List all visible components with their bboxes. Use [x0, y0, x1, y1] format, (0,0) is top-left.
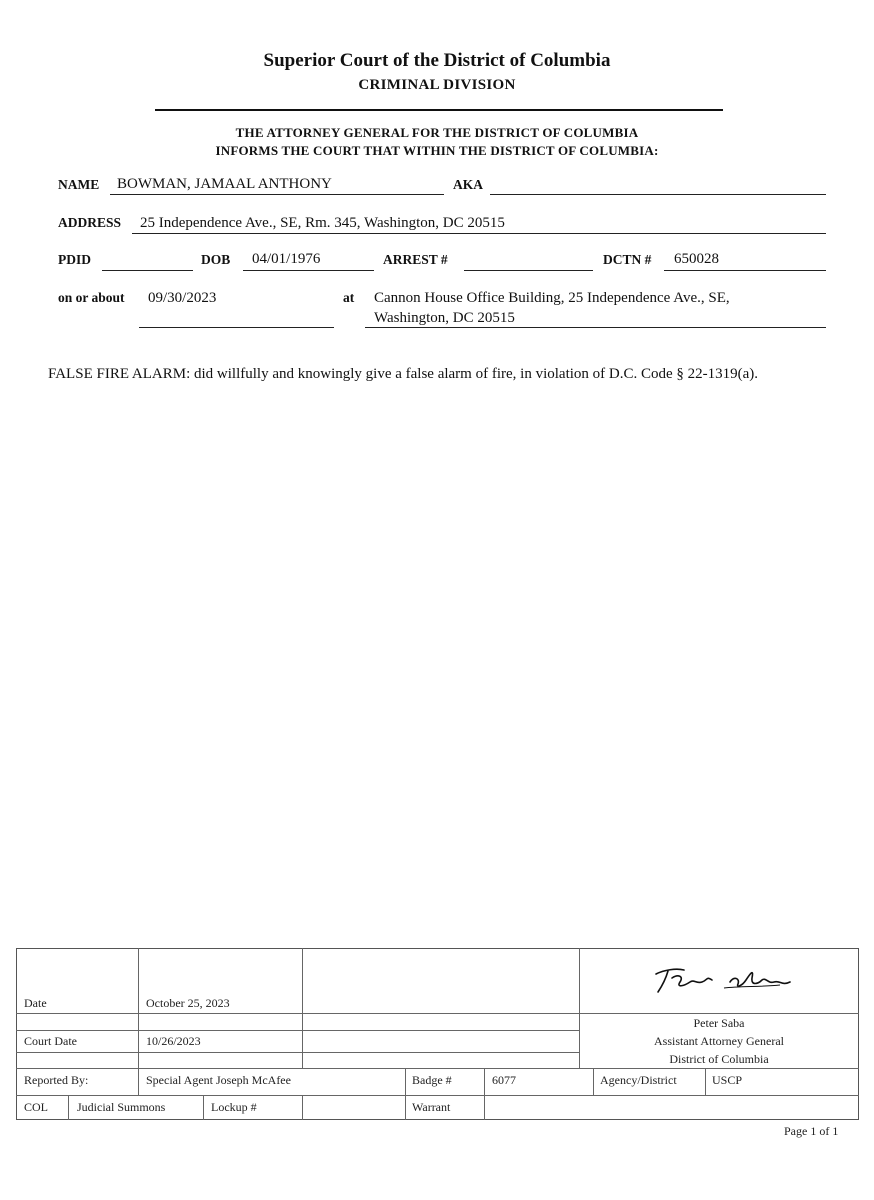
form-vline-summons: [203, 1095, 204, 1120]
arrest-label: ARREST #: [383, 252, 448, 267]
dob-label: DOB: [201, 252, 231, 267]
address-value: 25 Independence Ave., SE, Rm. 345, Washington, DC 20515: [140, 215, 505, 231]
agency-value: USCP: [712, 1073, 743, 1087]
ag-statement-line-1: THE ATTORNEY GENERAL FOR THE DISTRICT OF COLUMBIA: [235, 125, 639, 140]
badge-label: Badge #: [412, 1073, 452, 1087]
pdid-label: PDID: [58, 252, 91, 267]
form-line-reported-top: [16, 1068, 859, 1069]
form-vline-reported-1: [138, 1068, 139, 1095]
arrest-underline: [464, 270, 593, 271]
dctn-underline: [664, 270, 826, 271]
division-title: CRIMINAL DIVISION: [358, 77, 516, 93]
form-line-reported-bottom: [16, 1095, 859, 1096]
at-label: at: [343, 290, 355, 305]
dob-underline: [243, 270, 374, 271]
signer-name: Peter Saba: [693, 1016, 745, 1030]
on-or-about-value: 09/30/2023: [148, 290, 217, 306]
form-line-courtdate-bottom: [16, 1052, 580, 1053]
reported-by-label: Reported By:: [24, 1073, 89, 1087]
signature-image: [650, 962, 800, 998]
aka-underline: [490, 194, 826, 195]
court-date-value: 10/26/2023: [146, 1034, 201, 1048]
col-label: COL: [24, 1100, 48, 1114]
form-vline-badge: [405, 1068, 406, 1120]
location-underline: [365, 327, 826, 328]
court-date-label: Court Date: [24, 1034, 77, 1048]
form-vline-lockup: [302, 1095, 303, 1120]
form-vline-2: [302, 948, 303, 1068]
name-label: NAME: [58, 177, 100, 192]
form-line-courtdate-top: [16, 1030, 580, 1031]
page-number: Page 1 of 1: [784, 1124, 839, 1138]
form-vline-badge-value: [484, 1068, 485, 1120]
header-rule: [155, 109, 723, 111]
form-line-date-bottom: [16, 1013, 580, 1014]
agency-label: Agency/District: [600, 1073, 677, 1087]
form-line-signature-bottom: [580, 1013, 859, 1014]
date-value: October 25, 2023: [146, 996, 230, 1010]
form-vline-agency: [593, 1068, 594, 1095]
date-label: Date: [24, 996, 47, 1010]
on-or-about-underline: [139, 327, 334, 328]
name-value: BOWMAN, JAMAAL ANTHONY: [117, 176, 332, 192]
signer-office: District of Columbia: [669, 1052, 769, 1066]
location-line-2: Washington, DC 20515: [374, 310, 515, 326]
reported-by-value: Special Agent Joseph McAfee: [146, 1073, 291, 1087]
name-underline: [110, 194, 444, 195]
lockup-label: Lockup #: [211, 1100, 257, 1114]
address-underline: [132, 233, 826, 234]
dctn-value: 650028: [674, 251, 719, 267]
address-label: ADDRESS: [58, 215, 122, 230]
location-line-1: Cannon House Office Building, 25 Independence Ave., SE,: [374, 290, 730, 306]
warrant-label: Warrant: [412, 1100, 451, 1114]
form-vline-col: [68, 1095, 69, 1120]
on-or-about-label: on or about: [58, 290, 125, 305]
form-vline-agency-value: [705, 1068, 706, 1095]
form-vline-3: [579, 948, 580, 1068]
ag-statement-line-2: INFORMS THE COURT THAT WITHIN THE DISTRICT OF COLUMBIA:: [215, 143, 659, 158]
dctn-label: DCTN #: [603, 252, 652, 267]
court-title: Superior Court of the District of Columbia: [263, 50, 611, 71]
dob-value: 04/01/1976: [252, 251, 321, 267]
badge-value: 6077: [492, 1073, 516, 1087]
form-vline-1: [138, 948, 139, 1068]
aka-label: AKA: [453, 177, 483, 192]
signer-title: Assistant Attorney General: [654, 1034, 784, 1048]
judicial-summons-label: Judicial Summons: [77, 1100, 166, 1114]
charge-text: FALSE FIRE ALARM: did willfully and knowingly give a false alarm of fire, in violation of D.C. Code § 22-1319(a).: [48, 366, 759, 382]
pdid-underline: [102, 270, 193, 271]
